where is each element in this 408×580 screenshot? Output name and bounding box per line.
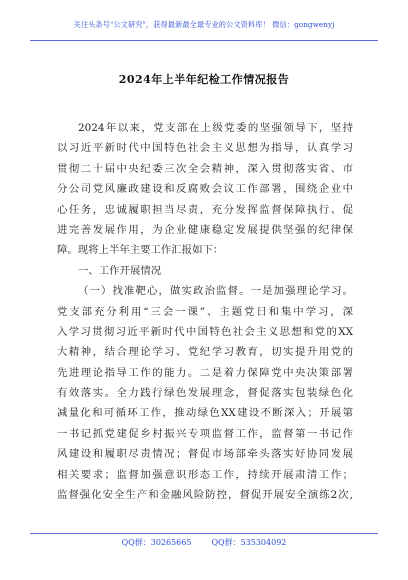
paragraph-line: （一）找准靶心，做实政治监督。一是加强理论学习。 xyxy=(78,285,353,298)
paragraph-line: 心任务，忠诚履职担当尽责，充分发挥监督保障执行、促 xyxy=(57,203,353,216)
document-body xyxy=(57,118,353,505)
bottom-divider xyxy=(30,533,378,534)
paragraph-line: 2024年以来，党支部在上级党委的坚强领导下，坚持 xyxy=(78,122,353,134)
paragraph-line: 相关要求；监督加强意识形态工作，持续开展肃清工作； xyxy=(57,468,353,481)
footer-qq-group-2: QQ群：535304092 xyxy=(211,538,287,547)
paragraph-line: 贯彻二十届中央纪委三次全会精神，深入贯彻落实省、市 xyxy=(57,162,353,175)
section-heading: 一、工作开展情况 xyxy=(78,264,162,277)
paragraph-line: 减量化和可循环工作，推动绿色XX建设不断深入；开展第 xyxy=(57,407,353,420)
paragraph-line: 风建设和履职尽责情况；督促市场部牵头落实好协同发展 xyxy=(57,448,353,461)
paragraph-line: 入学习贯彻习近平新时代中国特色社会主义思想和党的XX xyxy=(57,325,353,338)
paragraph-line: 监督强化安全生产和金融风险防控，督促开展安全演练2次, xyxy=(57,489,353,502)
footer xyxy=(0,537,408,548)
paragraph-line: 进完善发展作用，为企业健康稳定发展提供坚强的纪律保 xyxy=(57,223,353,236)
document-title: 2024年上半年纪检工作情况报告 xyxy=(118,73,290,86)
paragraph-line: 以习近平新时代中国特色社会主义思想为指导，认真学习 xyxy=(57,142,353,155)
top-divider xyxy=(30,40,378,41)
paragraph-line: 一书记抓党建促乡村振兴专项监督工作，监督第一书记作 xyxy=(57,427,353,440)
footer-qq-group-1: QQ群：30265665 xyxy=(121,538,192,547)
paragraph-line: 障。现将上半年主要工作汇报如下： xyxy=(57,244,224,257)
paragraph-line: 先进理论指导工作的能力。二是着力保障党中央决策部署 xyxy=(57,366,353,379)
paragraph-line: 党支部充分利用“三会一课”、主题党日和集中学习，深 xyxy=(57,305,353,318)
paragraph-line: 大精神，结合理论学习、党纪学习教育，切实提升用党的 xyxy=(57,346,353,359)
paragraph-line: 有效落实。全力践行绿色发展理念，督促落实包装绿色化 xyxy=(57,387,353,400)
paragraph-line: 分公司党风廉政建设和反腐败会议工作部署，围绕企业中 xyxy=(57,183,353,196)
top-banner: 关注头条号"公文研究"，获得最新最全最专业的公文资料库！ 微信：gongwenyj xyxy=(73,20,335,29)
